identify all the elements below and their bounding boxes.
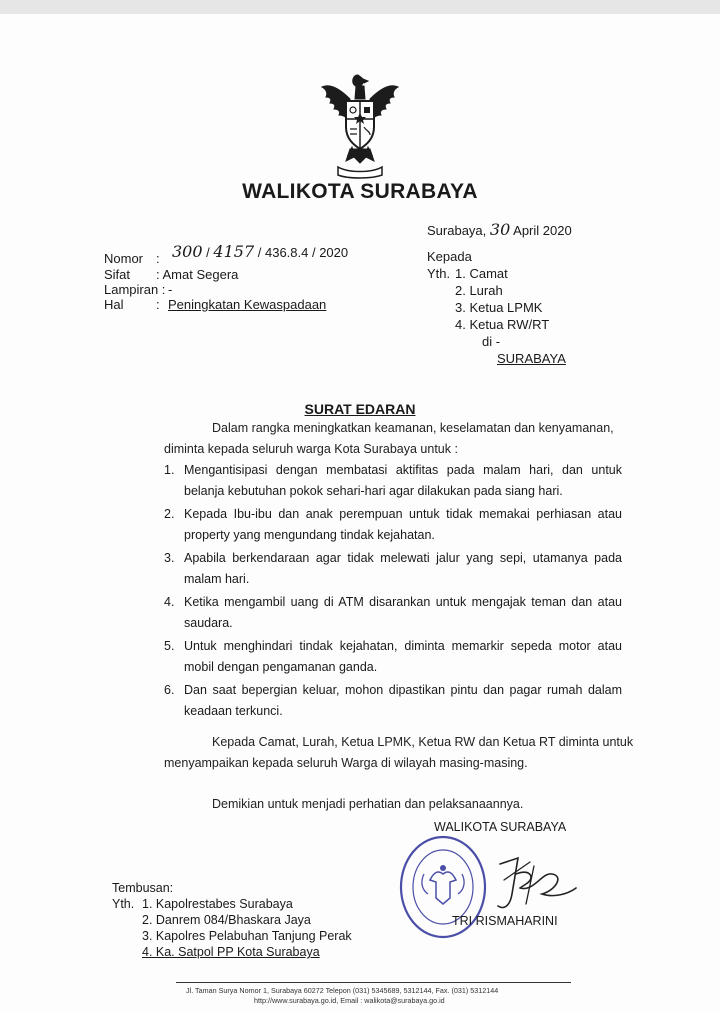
hal-sep: : bbox=[156, 297, 160, 312]
list-item: Apabila berkendaraan agar tidak melewati jalur yang sepi, utamanya pada malam hari. bbox=[184, 551, 622, 586]
intro-line-1: Dalam rangka meningkatkan keamanan, keselamatan dan kenyamanan, bbox=[212, 421, 614, 435]
footer-divider bbox=[176, 982, 571, 983]
recipient-item: 1. Camat bbox=[455, 266, 508, 281]
letter-date bbox=[427, 220, 572, 239]
nomor-label: Nomor bbox=[104, 251, 144, 266]
nomor-slash: / bbox=[206, 245, 210, 260]
list-item: Kepada Ibu-ibu dan anak perempuan untuk tidak memakai perhiasan atau property yang mengundang tindak kejahatan. bbox=[184, 507, 622, 542]
garuda-emblem-icon bbox=[310, 69, 410, 181]
hal-label: Hal bbox=[104, 297, 124, 312]
item-number: 5. bbox=[164, 639, 175, 653]
tembusan-label: Tembusan: bbox=[112, 881, 174, 895]
date-day-handwritten: 30 bbox=[489, 220, 511, 239]
hal-value: Peningkatan Kewaspadaan bbox=[168, 297, 327, 312]
item-number: 1. bbox=[164, 463, 175, 477]
letter-page bbox=[0, 14, 720, 1012]
recipient-item: 2. Lurah bbox=[455, 283, 503, 298]
office-heading: WALIKOTA SURABAYA bbox=[242, 180, 478, 203]
tembusan-item: 3. Kapolres Pelabuhan Tanjung Perak bbox=[142, 929, 352, 943]
tembusan-item: 2. Danrem 084/Bhaskara Jaya bbox=[142, 913, 311, 927]
footer-contact: http://www.surabaya.go.id, Email : walikota@surabaya.go.id bbox=[254, 996, 445, 1005]
recipients-yth: Yth. bbox=[427, 266, 451, 281]
date-month-year: April 2020 bbox=[513, 223, 572, 238]
recipient-item: 3. Ketua LPMK bbox=[455, 300, 543, 315]
nomor-rest: / 436.8.4 / 2020 bbox=[257, 245, 349, 260]
footer-address: Jl. Taman Surya Nomor 1, Surabaya 60272 Telepon (031) 5345689, 5312144, Fax. (031) 5312144 bbox=[186, 986, 499, 995]
item-number: 6. bbox=[164, 683, 175, 697]
closing-statement: Demikian untuk menjadi perhatian dan pelaksanaannya. bbox=[212, 797, 524, 811]
list-item: Ketika mengambil uang di ATM disarankan untuk mengajak teman dan atau saudara. bbox=[184, 595, 622, 630]
list-item: Mengantisipasi dengan membatasi aktifitas pada malam hari, dan untuk belanja kebutuhan pokok sehari-hari agar dilakukan pada siang hari. bbox=[184, 463, 622, 498]
tembusan-item: 1. Kapolrestabes Surabaya bbox=[142, 897, 293, 911]
item-number: 2. bbox=[164, 507, 175, 521]
item-number: 3. bbox=[164, 551, 175, 565]
tembusan-yth: Yth. bbox=[112, 897, 135, 911]
sifat-value: : Amat Segera bbox=[156, 267, 239, 282]
recipient-item: 4. Ketua RW/RT bbox=[455, 317, 550, 332]
viewer-top-bar bbox=[0, 0, 720, 15]
recipients-di: di - bbox=[482, 334, 501, 349]
sifat-label: Sifat bbox=[104, 267, 131, 282]
nomor-sep: : bbox=[156, 251, 160, 266]
recipients-kepada: Kepada bbox=[427, 249, 472, 264]
handwritten-signature-icon bbox=[490, 854, 580, 916]
nomor-handwritten-1: 300 bbox=[172, 242, 203, 261]
lampiran-value: - bbox=[168, 282, 173, 297]
nomor-handwritten-2: 4157 bbox=[213, 242, 255, 261]
list-item: Untuk menghindari tindak kejahatan, diminta memarkir sepeda motor atau mobil dengan pengamanan ganda. bbox=[184, 639, 622, 674]
nomor-value bbox=[172, 244, 348, 261]
closing-line-2: menyampaikan kepada seluruh Warga di wilayah masing-masing. bbox=[164, 756, 528, 770]
tembusan-item: 4. Ka. Satpol PP Kota Surabaya bbox=[142, 945, 320, 959]
recipients-city: SURABAYA bbox=[497, 351, 566, 366]
item-number: 4. bbox=[164, 595, 175, 609]
signatory-name: TRI RISMAHARINI bbox=[452, 914, 558, 928]
closing-line-1: Kepada Camat, Lurah, Ketua LPMK, Ketua RW dan Ketua RT diminta untuk bbox=[212, 735, 634, 749]
date-place: Surabaya, bbox=[427, 223, 487, 238]
list-item: Dan saat bepergian keluar, mohon dipastikan pintu dan pagar rumah dalam keadaan terkunci. bbox=[184, 683, 622, 718]
signature-office: WALIKOTA SURABAYA bbox=[434, 820, 567, 834]
letter-title: SURAT EDARAN bbox=[304, 401, 416, 417]
intro-line-2: diminta kepada seluruh warga Kota Surabaya untuk : bbox=[164, 442, 458, 456]
lampiran-label: Lampiran : bbox=[104, 282, 166, 297]
